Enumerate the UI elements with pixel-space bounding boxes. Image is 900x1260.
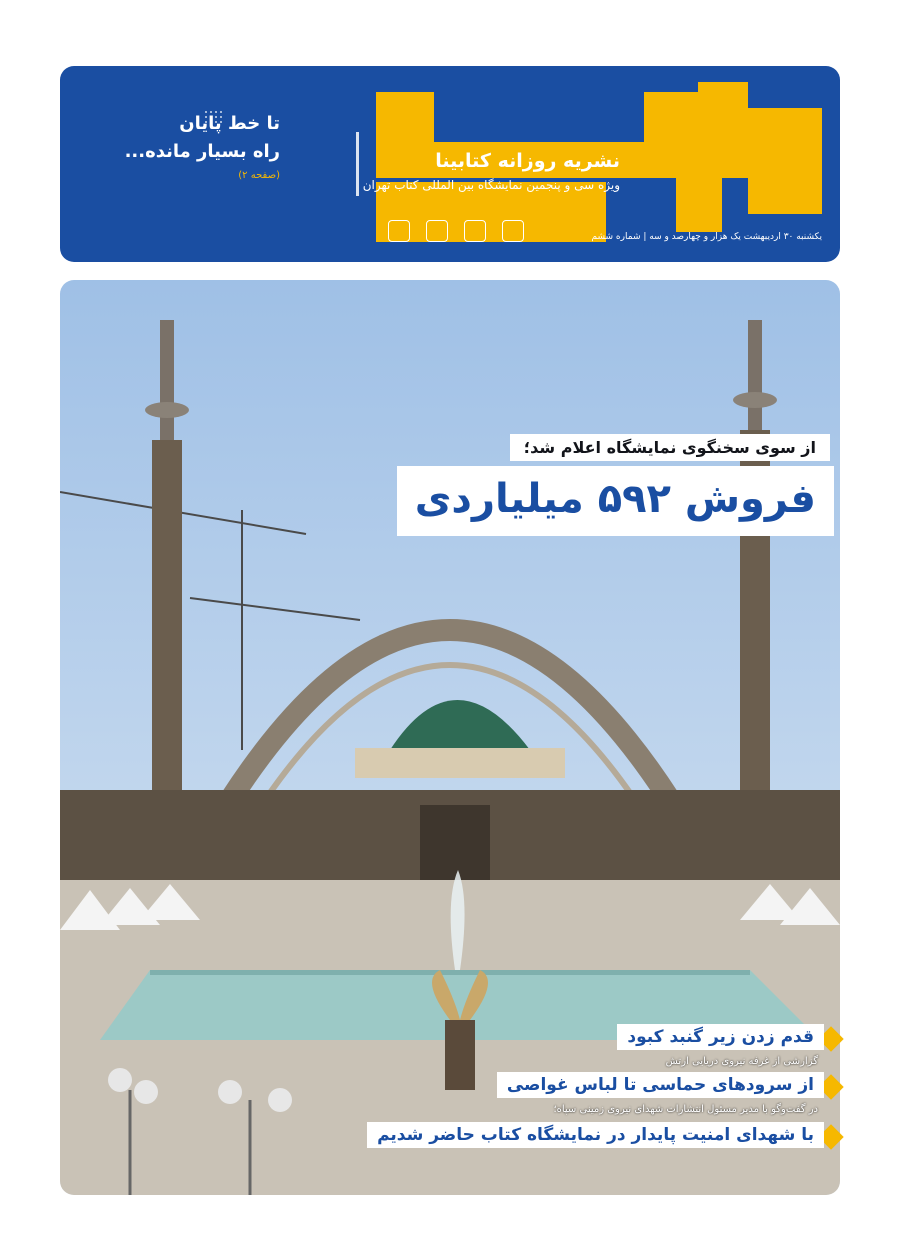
issue-dateline: یکشنبه ۳۰ اردیبهشت یک هزار و چهارصد و سه | شماره ششم bbox=[591, 232, 822, 242]
headline-kicker: از سوی سخنگوی نمایشگاه اعلام شد؛ bbox=[510, 434, 830, 461]
story-title[interactable]: با شهدای امنیت پایدار در نمایشگاه کتاب حاضر شدیم bbox=[367, 1122, 824, 1148]
sponsor-logos bbox=[388, 220, 524, 242]
teaser-line-1: تا خط پایان bbox=[179, 113, 280, 134]
sponsor-logo-icon bbox=[426, 220, 448, 242]
brand-line-1: نشریه روزانه کتابینا bbox=[435, 150, 620, 172]
divider bbox=[356, 132, 359, 196]
story-subtitle: در گفت‌وگو با مدیر مسئول انتشارات شهدای نیروی زمینی سپاه؛ bbox=[553, 1104, 818, 1115]
story-subtitle: گزارشی از غرفه نیروی دریایی ارتش bbox=[665, 1056, 818, 1067]
teaser-page-ref: (صفحه ۲) bbox=[238, 170, 280, 181]
masthead bbox=[60, 66, 840, 262]
brand-line-2: ویژه سی و پنجمین نمایشگاه بین المللی کتاب تهران bbox=[362, 178, 620, 192]
sponsor-logo-icon bbox=[388, 220, 410, 242]
story-title[interactable]: قدم زدن زیر گنبد کبود bbox=[617, 1024, 824, 1050]
sponsor-logo-icon bbox=[502, 220, 524, 242]
sponsor-logo-icon bbox=[464, 220, 486, 242]
brand-subtitle bbox=[363, 150, 620, 192]
main-headline[interactable]: فروش ۵۹۲ میلیاردی bbox=[397, 466, 834, 536]
story-title[interactable]: از سرودهای حماسی تا لباس غواصی bbox=[497, 1072, 824, 1098]
teaser-line-2: راه بسیار مانده... bbox=[124, 141, 280, 162]
side-teaser[interactable] bbox=[120, 110, 280, 181]
